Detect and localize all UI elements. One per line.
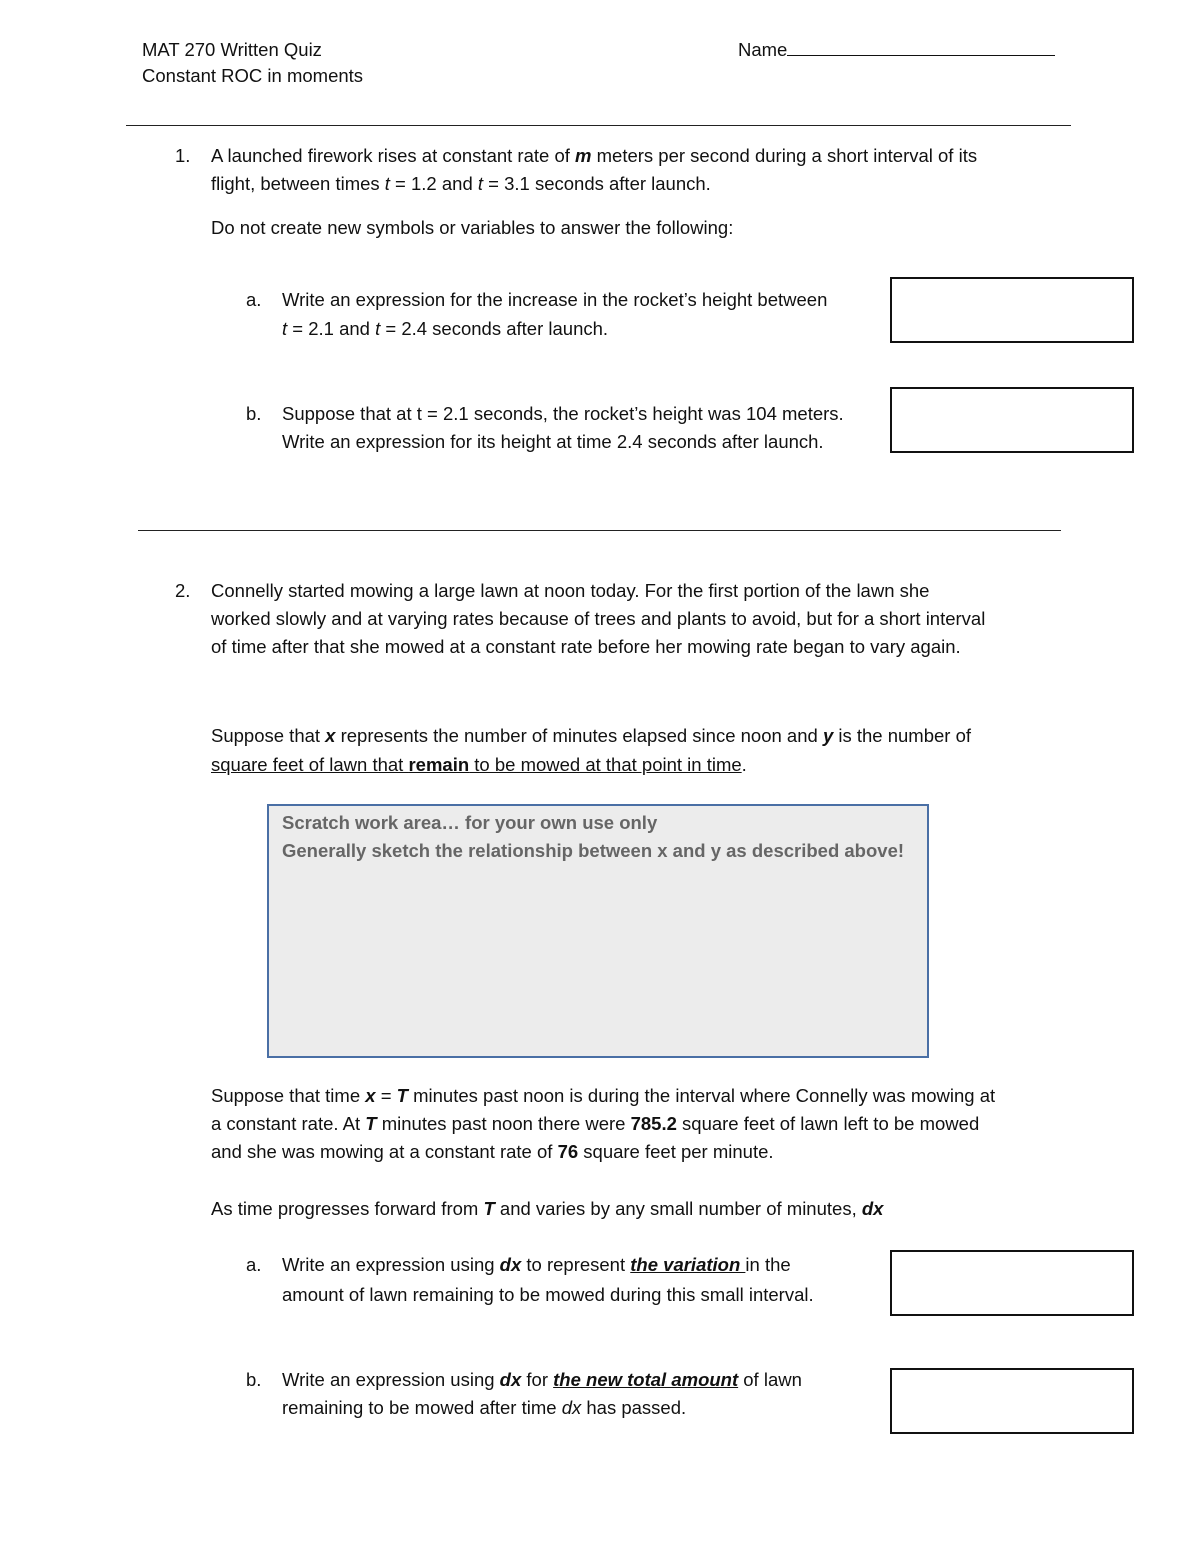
q2-para3-line3: and she was mowing at a constant rate of 76 square feet per minute. — [211, 1141, 774, 1162]
scratch-instruction: Generally sketch the relationship between x and y as described above! — [282, 840, 905, 861]
q2-para1-line2: worked slowly and at varying rates because of trees and plants to avoid, but for a short interval — [211, 608, 986, 629]
q2-para2-line1: Suppose that x represents the number of minutes elapsed since noon and y is the number of — [211, 725, 972, 746]
header-divider — [126, 125, 1071, 126]
q2-para3-line1: Suppose that time x = T minutes past noon is during the interval where Connelly was mowing at — [211, 1085, 996, 1106]
q2-para1-line3: of time after that she mowed at a constant rate before her mowing rate began to vary again. — [211, 636, 961, 657]
scratch-work-area[interactable] — [267, 804, 929, 1058]
q1a-letter: a. — [246, 289, 262, 310]
q1a-answer-box[interactable] — [890, 277, 1134, 343]
q2b-line1: Write an expression using dx for the new total amount of lawn — [282, 1369, 802, 1390]
q2a-answer-box[interactable] — [890, 1250, 1134, 1316]
q1-instruction: Do not create new symbols or variables to answer the following: — [211, 217, 734, 238]
q1b-answer-box[interactable] — [890, 387, 1134, 453]
q2-para4: As time progresses forward from T and varies by any small number of minutes, dx — [211, 1198, 884, 1219]
q1b-letter: b. — [246, 403, 262, 424]
name-field[interactable] — [738, 36, 1055, 64]
q2a-line2: amount of lawn remaining to be mowed during this small interval. — [282, 1284, 814, 1305]
q2a-letter: a. — [246, 1254, 262, 1275]
scratch-title: Scratch work area… for your own use only — [282, 812, 658, 833]
q2a-line1: Write an expression using dx to represent the variation in the — [282, 1254, 791, 1275]
q2b-line2: remaining to be mowed after time dx has passed. — [282, 1397, 687, 1418]
question-divider — [138, 530, 1061, 531]
name-blank[interactable] — [787, 37, 1055, 56]
q1a-line1: Write an expression for the increase in the rocket’s height between — [282, 289, 828, 310]
q1-line2: flight, between times t = 1.2 and t = 3.1 seconds after launch. — [211, 173, 711, 194]
q1-line1: A launched firework rises at constant rate of m meters per second during a short interval of its — [211, 145, 978, 166]
q2-para2-line2: square feet of lawn that remain to be mowed at that point in time. — [211, 754, 747, 775]
q1a-line2: t = 2.1 and t = 2.4 seconds after launch. — [282, 318, 609, 339]
q2-para3-line2: a constant rate. At T minutes past noon there were 785.2 square feet of lawn left to be mowed — [211, 1113, 980, 1134]
q1-number: 1. — [175, 145, 191, 166]
q2b-answer-box[interactable] — [890, 1368, 1134, 1434]
course-title: MAT 270 Written Quiz — [142, 39, 322, 60]
q2-number: 2. — [175, 580, 191, 601]
q1b-line2: Write an expression for its height at time 2.4 seconds after launch. — [282, 431, 824, 452]
q2-para1-line1: Connelly started mowing a large lawn at noon today. For the first portion of the lawn she — [211, 580, 930, 601]
quiz-topic: Constant ROC in moments — [142, 65, 364, 86]
name-label: Name — [738, 39, 788, 60]
q1b-line1: Suppose that at t = 2.1 seconds, the rocket’s height was 104 meters. — [282, 403, 844, 424]
q2b-letter: b. — [246, 1369, 262, 1390]
